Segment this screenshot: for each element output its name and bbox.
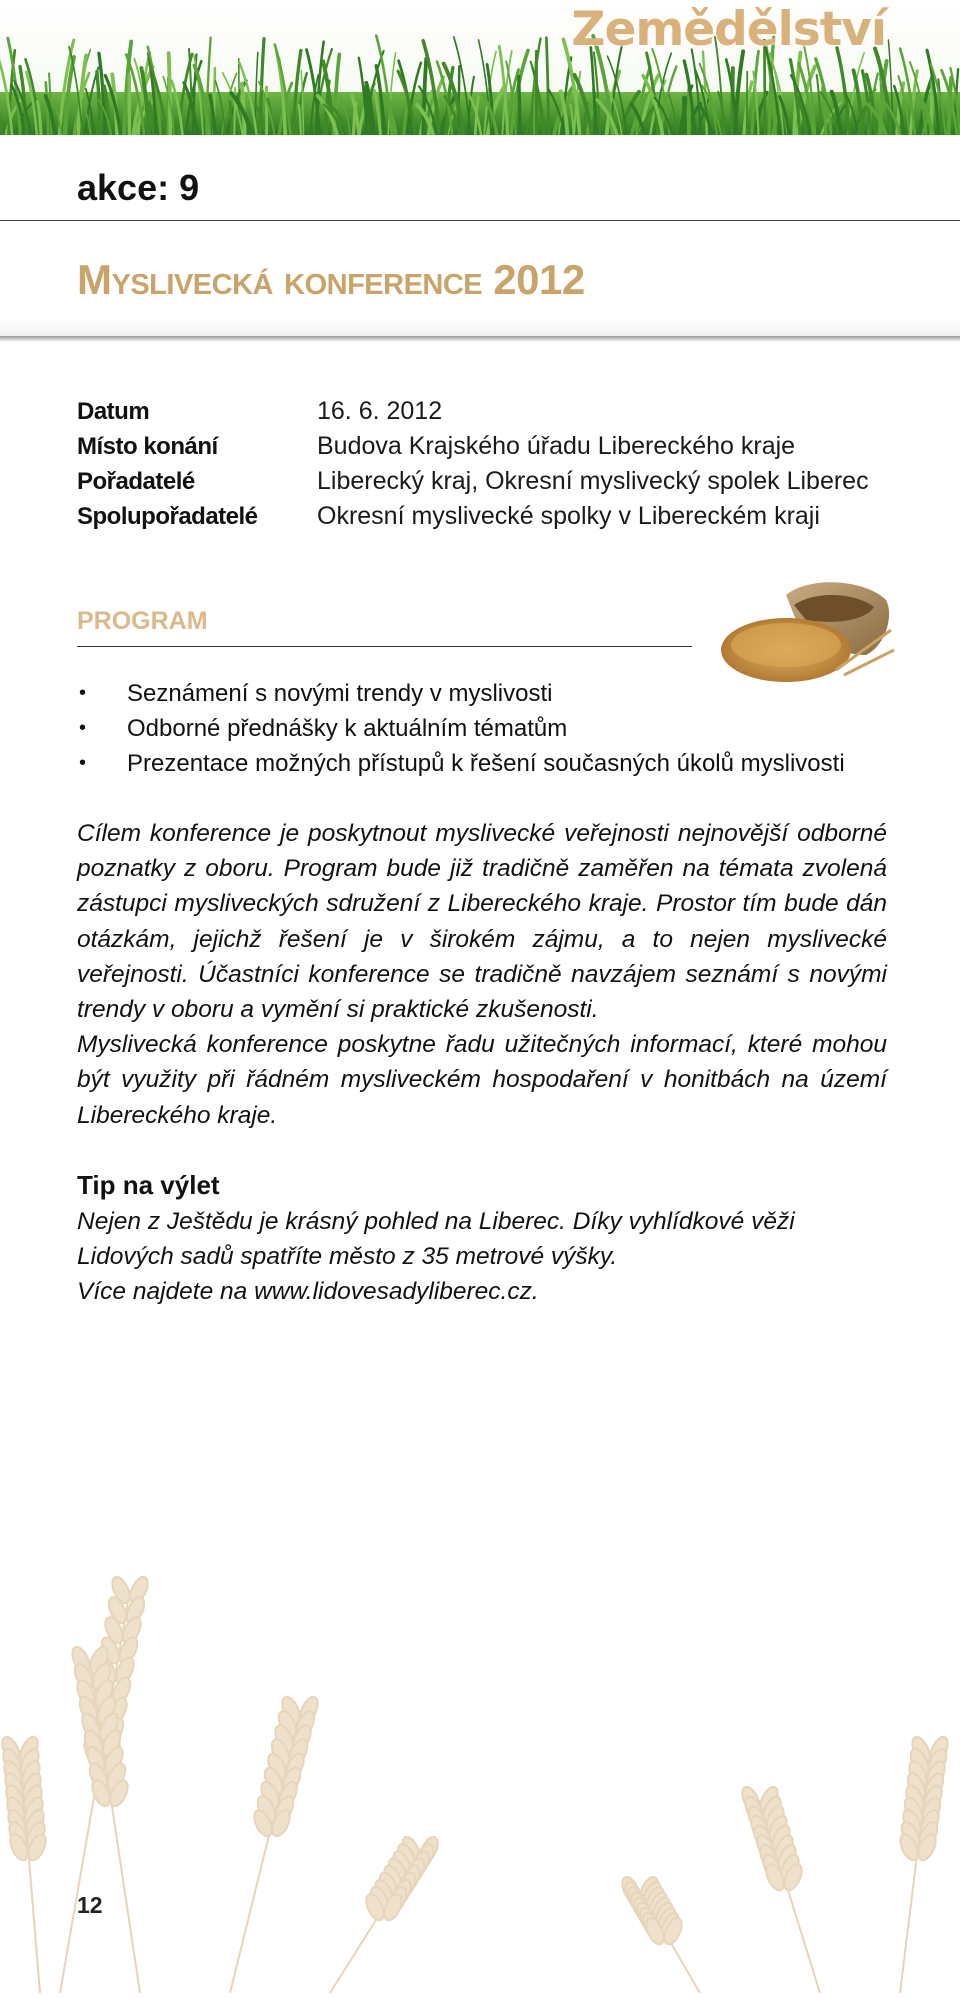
info-row-coorganizers (77, 499, 869, 534)
page-number: 12 (77, 1892, 103, 1918)
program-divider (77, 646, 692, 647)
list-item (77, 711, 845, 746)
tip-line: Nejen z Ještědu je krásný pohled na Liberec. Díky vyhlídkové věži Lidových sadů spatříte město z 35 metrové výšky. (77, 1208, 795, 1271)
program-list (77, 676, 845, 781)
list-item-text: Prezentace možných přístupů k řešení současných úkolů myslivosti (127, 749, 845, 777)
section-title: Zemědělství (571, 2, 886, 57)
description (77, 816, 887, 1133)
akce-label: akce: 9 (77, 167, 200, 208)
info-label: Spolupořadatelé (77, 502, 258, 530)
wheat-background (0, 1330, 960, 1998)
bullet: • (79, 717, 87, 739)
info-row-date (77, 394, 869, 429)
info-row-venue (77, 429, 869, 464)
info-value: Budova Krajského úřadu Libereckého kraje (317, 432, 796, 460)
grain-sack-icon (716, 575, 896, 690)
program-heading: PROGRAM (77, 607, 208, 635)
tip-heading: Tip na výlet (77, 1170, 220, 1200)
event-title: Myslivecká konference 2012 (77, 256, 585, 303)
info-value: Okresní myslivecké spolky v Libereckém kraji (317, 502, 820, 530)
wheat-icon (0, 1330, 960, 1993)
akce-block (0, 135, 960, 221)
band-shadow (0, 336, 960, 342)
bullet: • (79, 752, 87, 774)
info-value: Liberecký kraj, Okresní myslivecký spolek Liberec (317, 467, 869, 495)
info-row-organizers (77, 464, 869, 499)
description-paragraph: Myslivecká konference poskytne řadu užitečných informací, které mohou být využity při řádném mysliveckém hospodaření v honitbách na území Libereckého kraje. (77, 1031, 887, 1129)
event-info (77, 394, 869, 534)
list-item-text: Seznámení s novými trendy v myslivosti (127, 679, 553, 707)
bullet: • (79, 682, 87, 704)
list-item-text: Odborné přednášky k aktuálním tématům (127, 714, 568, 742)
list-item (77, 746, 845, 781)
list-item (77, 676, 845, 711)
tip-text (77, 1204, 897, 1310)
grass-header-banner (0, 0, 960, 135)
info-label: Pořadatelé (77, 467, 195, 495)
info-label: Datum (77, 397, 150, 425)
info-value: 16. 6. 2012 (317, 397, 443, 425)
description-paragraph: Cílem konference je poskytnout myslivecké veřejnosti nejnovější odborné poznatky z oboru. Program bude již tradičně zaměřen na témata zvolená zástupci mysliveckých sdružení z Libereckého kraje. Prostor tím bude dán otázkám, jejichž řešení je v širokém zájmu, a to nejen myslivecké veřejnosti. Účastníci konference se tradičně navzájem seznámí s novými trendy v oboru a vymění si praktické zkušenosti. (77, 820, 887, 1024)
tip-link-line: Více najdete na www.lidovesadyliberec.cz. (77, 1278, 539, 1306)
info-label: Místo konání (77, 432, 218, 460)
